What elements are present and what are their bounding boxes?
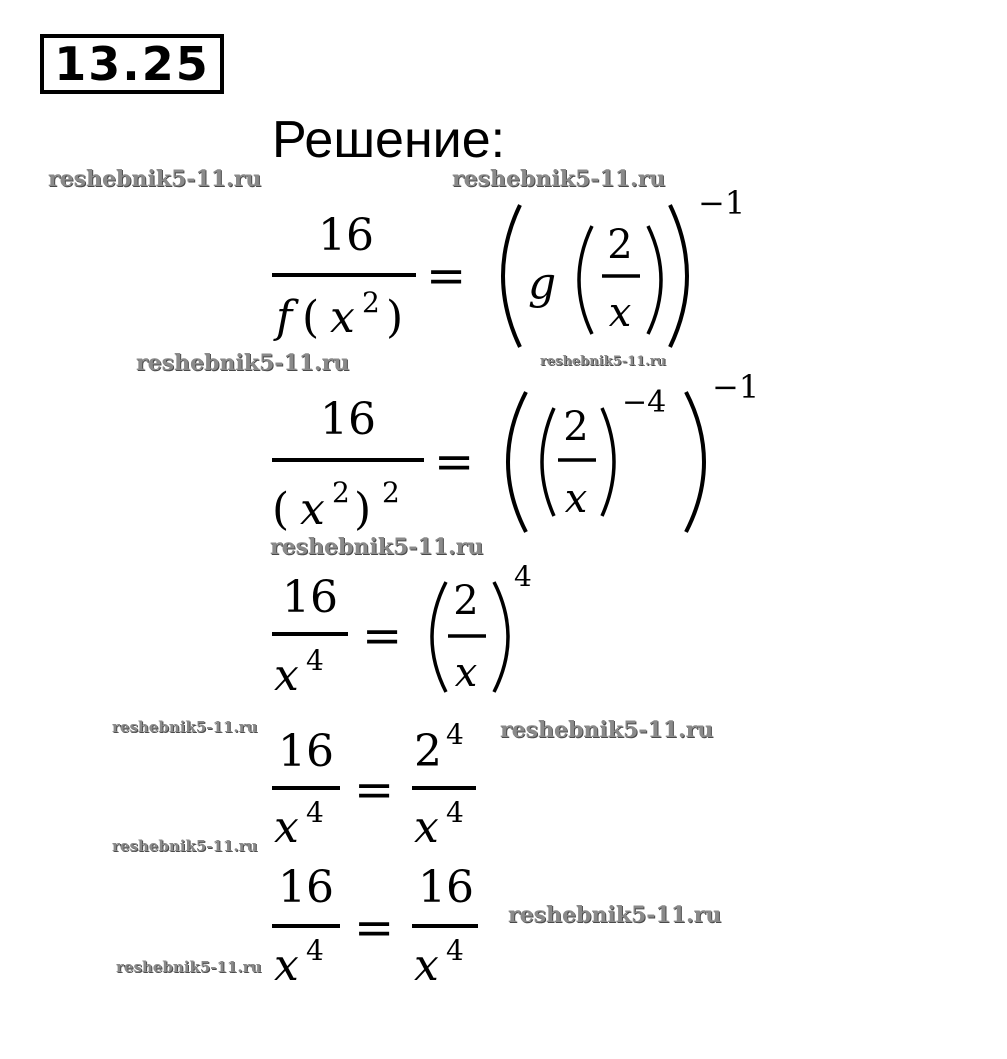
line1-den-close-paren: ) xyxy=(386,292,404,343)
line2-equals: = xyxy=(434,434,475,490)
line4-right-num-base: 2 xyxy=(414,726,442,777)
line5-right-den-x: x xyxy=(414,940,439,991)
line3-den-exponent: 4 xyxy=(306,644,324,677)
line1-inner-denominator: x xyxy=(608,290,632,336)
line1-den-open-paren: ( xyxy=(302,292,320,343)
watermark-8: reshebnik5-11.ru xyxy=(112,837,258,855)
line4-equals: = xyxy=(354,762,395,818)
line4-left-numerator: 16 xyxy=(278,726,334,777)
line2-inner-denominator: x xyxy=(564,476,588,522)
watermark-10: reshebnik5-11.ru xyxy=(116,958,262,976)
line2-numerator: 16 xyxy=(320,394,376,445)
line2-inner-exponent: −4 xyxy=(622,385,667,420)
line2-outer-exponent: −1 xyxy=(712,368,760,406)
equation-line-1 xyxy=(272,184,745,347)
watermark-3: reshebnik5-11.ru xyxy=(136,350,350,376)
line2-outer-left-paren xyxy=(508,392,526,532)
line2-den-exp-in: 2 xyxy=(332,476,350,509)
watermark-4: reshebnik5-11.ru xyxy=(540,354,667,369)
line1-outer-left-paren xyxy=(503,205,520,347)
line3-inner-denominator: x xyxy=(454,650,478,696)
line2-den-close-paren: ) xyxy=(354,484,372,535)
watermark-7: reshebnik5-11.ru xyxy=(500,717,714,743)
line1-inner-left-paren xyxy=(579,226,592,334)
line2-inner-left-paren xyxy=(542,408,554,516)
line1-g: g xyxy=(528,258,557,309)
line1-inner-right-paren xyxy=(648,226,661,334)
line2-inner-numerator: 2 xyxy=(563,404,589,450)
line2-den-exp-out: 2 xyxy=(382,476,400,509)
line1-equals: = xyxy=(426,248,467,304)
equation-line-3 xyxy=(272,560,532,701)
equation-line-4 xyxy=(272,718,476,853)
watermark-1: reshebnik5-11.ru xyxy=(48,166,262,192)
watermark-2: reshebnik5-11.ru xyxy=(452,166,666,192)
line1-den-exponent: 2 xyxy=(362,286,380,319)
watermark-5: reshebnik5-11.ru xyxy=(270,534,484,560)
line2-outer-right-paren xyxy=(686,392,704,532)
line5-right-den-exponent: 4 xyxy=(446,934,464,967)
problem-number-box: 13.25 xyxy=(40,34,224,94)
line5-left-den-x: x xyxy=(274,940,299,991)
line4-right-den-exponent: 4 xyxy=(446,796,464,829)
line5-left-den-exponent: 4 xyxy=(306,934,324,967)
line5-right-numerator: 16 xyxy=(418,862,474,913)
line3-left-paren xyxy=(432,582,446,692)
line1-inner-numerator: 2 xyxy=(607,222,633,268)
line1-den-x: x xyxy=(330,292,355,343)
line4-left-den-x: x xyxy=(274,802,299,853)
line1-outer-right-paren xyxy=(670,205,687,347)
watermark-6: reshebnik5-11.ru xyxy=(112,718,258,736)
line3-outer-exponent: 4 xyxy=(514,560,532,593)
line3-den-x: x xyxy=(274,650,299,701)
line1-numerator: 16 xyxy=(318,210,374,261)
line4-right-num-exponent: 4 xyxy=(446,718,464,751)
solution-heading: Решение: xyxy=(272,111,506,169)
equation-line-2 xyxy=(272,368,759,535)
line3-right-paren xyxy=(494,582,508,692)
line3-equals: = xyxy=(362,608,403,664)
line4-right-den-x: x xyxy=(414,802,439,853)
line2-inner-right-paren xyxy=(602,408,614,516)
line5-left-numerator: 16 xyxy=(278,862,334,913)
line1-outer-exponent: −1 xyxy=(698,184,746,222)
line2-den-open-paren: ( xyxy=(272,484,290,535)
line1-den-f: f xyxy=(276,292,293,343)
equation-line-5 xyxy=(272,862,478,991)
watermark-9: reshebnik5-11.ru xyxy=(508,902,722,928)
line4-left-den-exponent: 4 xyxy=(306,796,324,829)
line2-den-x: x xyxy=(300,484,325,535)
line3-numerator: 16 xyxy=(282,572,338,623)
line5-equals: = xyxy=(354,900,395,956)
line3-inner-numerator: 2 xyxy=(453,578,479,624)
